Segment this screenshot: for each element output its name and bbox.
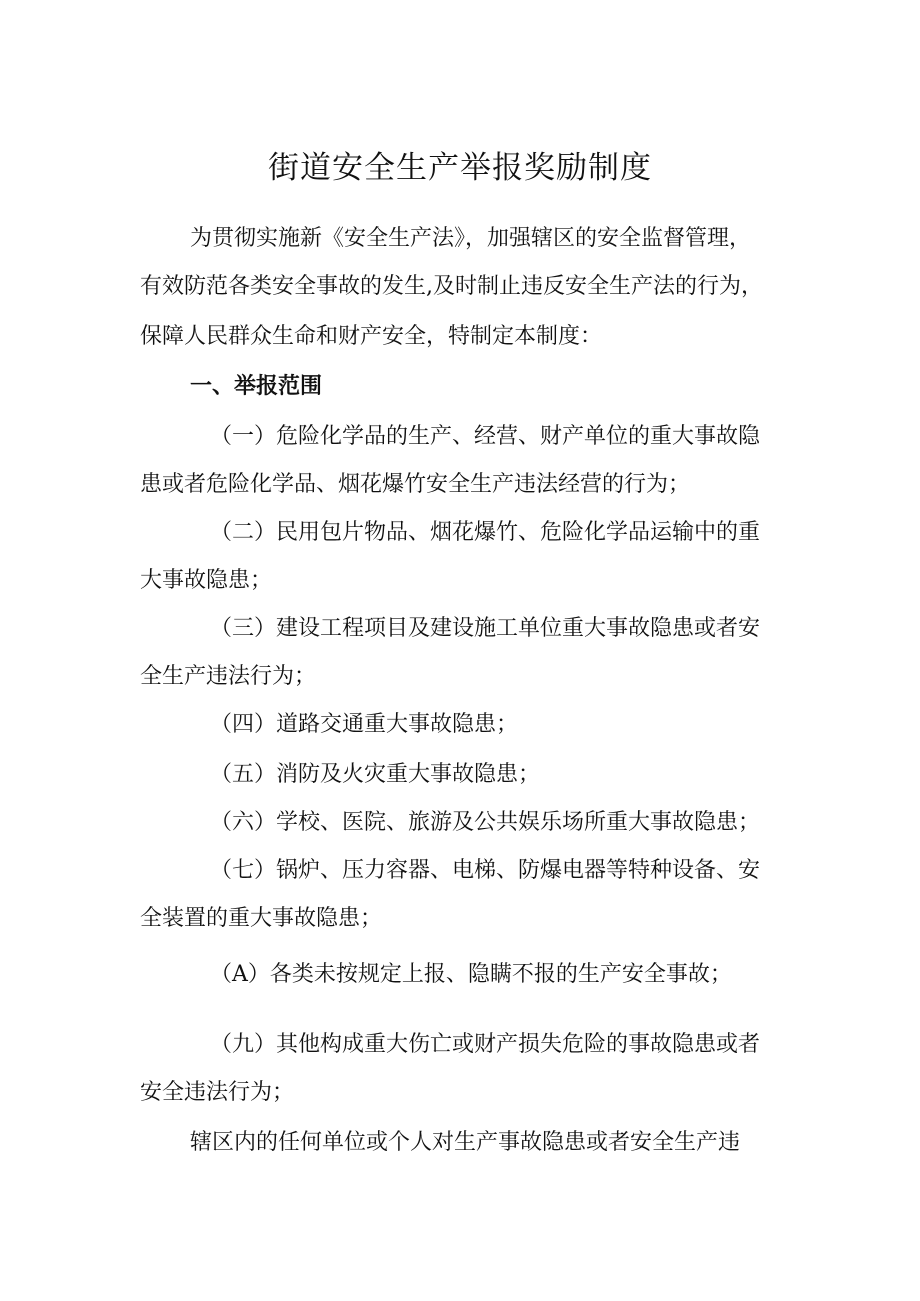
item-7-line-1: （七）锅炉、压力容器、电梯、防爆电器等特种设备、安 (210, 858, 761, 883)
intro-line-1: 为贯彻实施新《安全生产法》，加强辖区的安全监督管理， (190, 226, 752, 251)
item-5: （五）消防及火灾重大事故隐患； (210, 762, 541, 787)
item-3-line-2: 全生产违法行为； (140, 664, 317, 689)
item-1-line-2: 患或者危险化学品、烟花爆竹安全生产违法经营的行为； (140, 472, 691, 497)
item-2-line-1: （二）民用包片物品、烟花爆竹、危险化学品运输中的重 (210, 520, 761, 545)
item-7-line-2: 全装置的重大事故隐患； (140, 906, 383, 931)
item-9-line-2: 安全违法行为； (140, 1080, 295, 1105)
section-heading: 一、举报范围 (190, 374, 323, 399)
item-2-line-2: 大事故隐患； (140, 568, 273, 593)
item-4: （四）道路交通重大事故隐患； (210, 712, 519, 737)
item-9-line-1: （九）其他构成重大伤亡或财产损失危险的事故隐患或者 (210, 1032, 761, 1057)
document-title: 街道安全生产举报奖励制度 (268, 150, 652, 186)
intro-line-3: 保障人民群众生命和财产安全，特制定本制度： (140, 324, 603, 349)
intro-line-2: 有效防范各类安全事故的发生,及时制止违反安全生产法的行为， (140, 274, 763, 299)
item-8: （A）各类未按规定上报、隐瞒不报的生产安全事故； (210, 962, 732, 987)
closing-line: 辖区内的任何单位或个人对生产事故隐患或者安全生产违 (190, 1130, 741, 1155)
item-1-line-1: （一）危险化学品的生产、经营、财产单位的重大事故隐 (210, 424, 761, 449)
item-3-line-1: （三）建设工程项目及建设施工单位重大事故隐患或者安 (210, 616, 761, 641)
item-6: （六）学校、医院、旅游及公共娱乐场所重大事故隐患； (210, 810, 761, 835)
